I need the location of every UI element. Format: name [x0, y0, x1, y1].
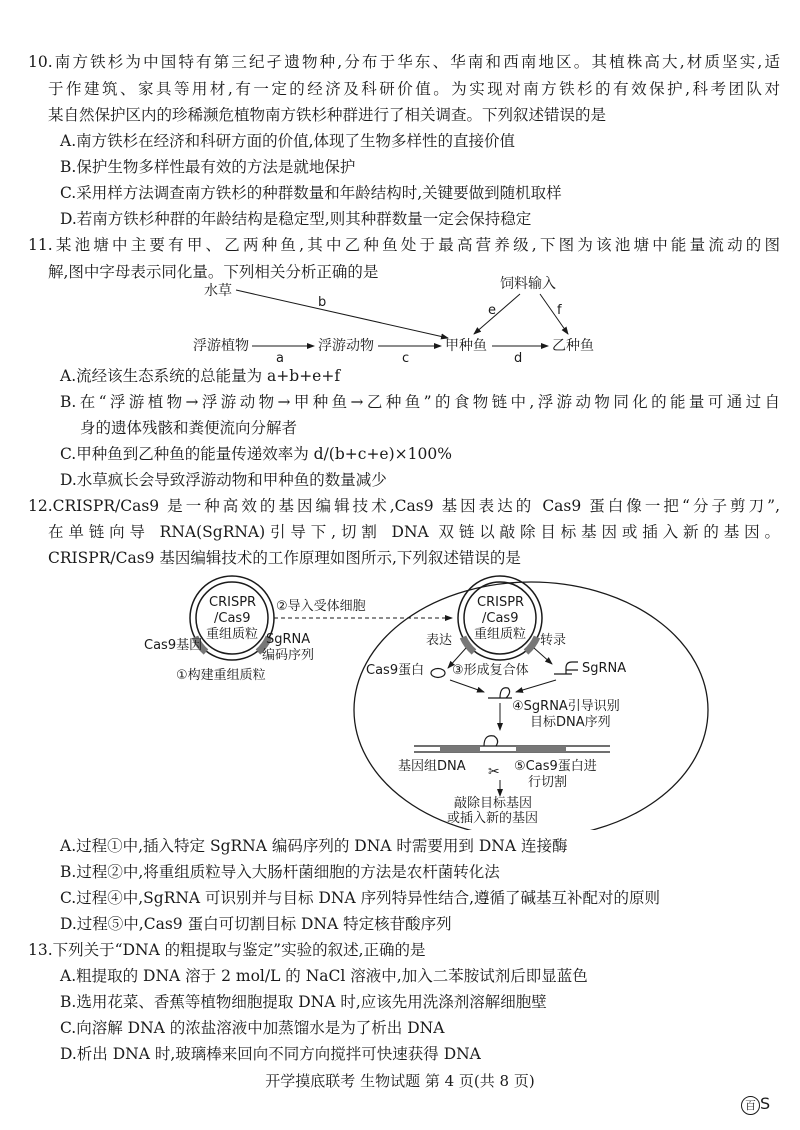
label-b: b	[318, 295, 327, 310]
step5-label-l2: 行切割	[528, 775, 568, 790]
node-shuicao: 水草	[204, 283, 232, 299]
label-c: c	[402, 351, 410, 366]
q11-option-d: D.水草疯长会导致浮游动物和甲种鱼的数量减少	[60, 471, 387, 489]
cas9-gene-label: Cas9基因	[144, 638, 203, 653]
node-fuyouzhiwu: 浮游植物	[193, 338, 249, 354]
q10-stem-line-2: 于作建筑、家具等用材,有一定的经济及科研价值。为实现对南方铁杉的有效保护,科考团队对	[48, 80, 780, 98]
q12-stem-line-2: 在单链向导 RNA(SgRNA)引导下,切割 DNA 双链以敲除目标基因或插入新的基因。	[48, 523, 780, 541]
node-jiayu: 甲种鱼	[445, 338, 487, 354]
q11-option-b-line-1: B.在“浮游植物→浮游动物→甲种鱼→乙种鱼”的食物链中,浮游动物同化的能量可通过自	[60, 393, 780, 411]
arrow-e	[474, 294, 520, 334]
q13-option-c: C.向溶解 DNA 的浓盐溶液中加蒸馏水是为了析出 DNA	[60, 1019, 445, 1037]
q12-stem-line-3: CRISPR/Cas9 基因编辑技术的工作原理如图所示,下列叙述错误的是	[48, 549, 521, 567]
sgrna-seq-label-l2: 编码序列	[262, 648, 315, 663]
node-siliao: 饲料输入	[500, 276, 556, 292]
q11-stem-line-2: 解,图中字母表示同化量。下列相关分析正确的是	[48, 263, 379, 281]
transcribe-arrow	[534, 648, 552, 664]
step5-label-l1: ⑤Cas9蛋白进	[514, 759, 597, 774]
complex-shape	[488, 688, 512, 698]
node-fuyoudongwu: 浮游动物	[318, 338, 374, 354]
plasmid-left-l1: CRISPR	[209, 595, 257, 610]
transcribe-label: 转录	[540, 633, 567, 648]
badge-icon: 百	[741, 1096, 760, 1115]
step4-label-l1: ④SgRNA引导识别	[512, 699, 620, 714]
step1-label: ①构建重组质粒	[176, 668, 266, 683]
cas9-protein-shape	[431, 669, 445, 678]
step3-label: ③形成复合体	[452, 663, 529, 678]
q12-option-a: A.过程①中,插入特定 SgRNA 编码序列的 DNA 时需要用到 DNA 连接酶	[60, 837, 568, 855]
step2-label: ②导入受体细胞	[276, 599, 366, 614]
label-f: f	[557, 303, 562, 318]
sgrna-label: SgRNA	[582, 661, 627, 676]
q12-option-c: C.过程④中,SgRNA 可识别并与目标 DNA 序列特异性结合,遵循了碱基互补配对的原则	[60, 889, 661, 907]
scissors-icon: ✂	[488, 764, 500, 780]
sgrna-seq-label-l1: SgRNA	[266, 632, 311, 647]
q10-option-c: C.采用样方法调查南方铁杉的种群数量和年龄结构时,关键要做到随机取样	[60, 184, 562, 202]
q10-stem-line-1: 10.南方铁杉为中国特有第三纪孑遗物种,分布于华东、华南和西南地区。其植株高大,材质坚实,适	[28, 53, 780, 71]
node-yiyu: 乙种鱼	[552, 338, 594, 354]
step4-label-l2: 目标DNA序列	[530, 715, 611, 730]
q11-option-b-line-2: 身的遗体残骸和粪便流向分解者	[80, 419, 298, 437]
arrow-f	[540, 294, 568, 334]
q12-stem-line-1: 12.CRISPR/Cas9 是一种高效的基因编辑技术,Cas9 基因表达的 Cas9 蛋白像一把“分子剪刀”,	[28, 497, 780, 515]
label-e: e	[488, 303, 496, 318]
q13-option-a: A.粗提取的 DNA 溶于 2 mol/L 的 NaCl 溶液中,加入二苯胺试剂后即显蓝色	[60, 967, 588, 985]
genomic-dna-strand	[414, 736, 610, 752]
q13-stem: 13.下列关于“DNA 的粗提取与鉴定”实验的叙述,正确的是	[28, 941, 426, 959]
express-label: 表达	[426, 633, 453, 648]
q11-stem-line-1: 11.某池塘中主要有甲、乙两种鱼,其中乙种鱼处于最高营养级,下图为该池塘中能量流动的图	[28, 236, 780, 254]
q11-option-a: A.流经该生态系统的总能量为 a+b+e+f	[60, 367, 341, 385]
plasmid-right-l3: 重组质粒	[474, 627, 527, 642]
sgrna-shape	[554, 662, 578, 674]
result-label-l1: 敲除目标基因	[454, 796, 533, 811]
page-footer: 开学摸底联考 生物试题 第 4 页(共 8 页)	[265, 1072, 535, 1090]
merge-arrow-left	[450, 680, 484, 692]
q13-option-b: B.选用花菜、香蕉等植物细胞提取 DNA 时,应该先用洗涤剂溶解细胞壁	[60, 993, 547, 1011]
q10-option-d: D.若南方铁杉种群的年龄结构是稳定型,则其种群数量一定会保持稳定	[60, 210, 532, 228]
q10-stem-line-3: 某自然保护区内的珍稀濒危植物南方铁杉种群进行了相关调查。下列叙述错误的是	[48, 106, 607, 124]
q12-option-d: D.过程⑤中,Cas9 蛋白可切割目标 DNA 特定核苷酸序列	[60, 915, 452, 933]
plasmid-right-l2: /Cas9	[482, 611, 519, 626]
plasmid-left-l3: 重组质粒	[206, 627, 259, 642]
crispr-diagram	[0, 570, 800, 830]
label-a: a	[276, 351, 284, 366]
plasmid-right-l1: CRISPR	[477, 595, 525, 610]
q13-option-d: D.析出 DNA 时,玻璃棒来回向不同方向搅拌可快速获得 DNA	[60, 1045, 481, 1063]
label-d: d	[514, 351, 523, 366]
merge-arrow-right	[516, 680, 556, 692]
q10-option-b: B.保护生物多样性最有效的方法是就地保护	[60, 158, 356, 176]
q12-option-b: B.过程②中,将重组质粒导入大肠杆菌细胞的方法是农杆菌转化法	[60, 863, 500, 881]
cas9-protein-label: Cas9蛋白	[366, 663, 425, 678]
q11-option-c: C.甲种鱼到乙种鱼的能量传递效率为 d/(b+c+e)×100%	[60, 445, 452, 463]
genomic-dna-label: 基因组DNA	[398, 759, 466, 774]
plasmid-left-l2: /Cas9	[214, 611, 251, 626]
q10-option-a: A.南方铁杉在经济和科研方面的价值,体现了生物多样性的直接价值	[60, 132, 516, 150]
energy-flow-diagram	[0, 270, 800, 370]
badge-s-text: S	[760, 1094, 771, 1113]
arrow-b	[236, 290, 448, 338]
result-label-l2: 或插入新的基因	[447, 811, 539, 826]
